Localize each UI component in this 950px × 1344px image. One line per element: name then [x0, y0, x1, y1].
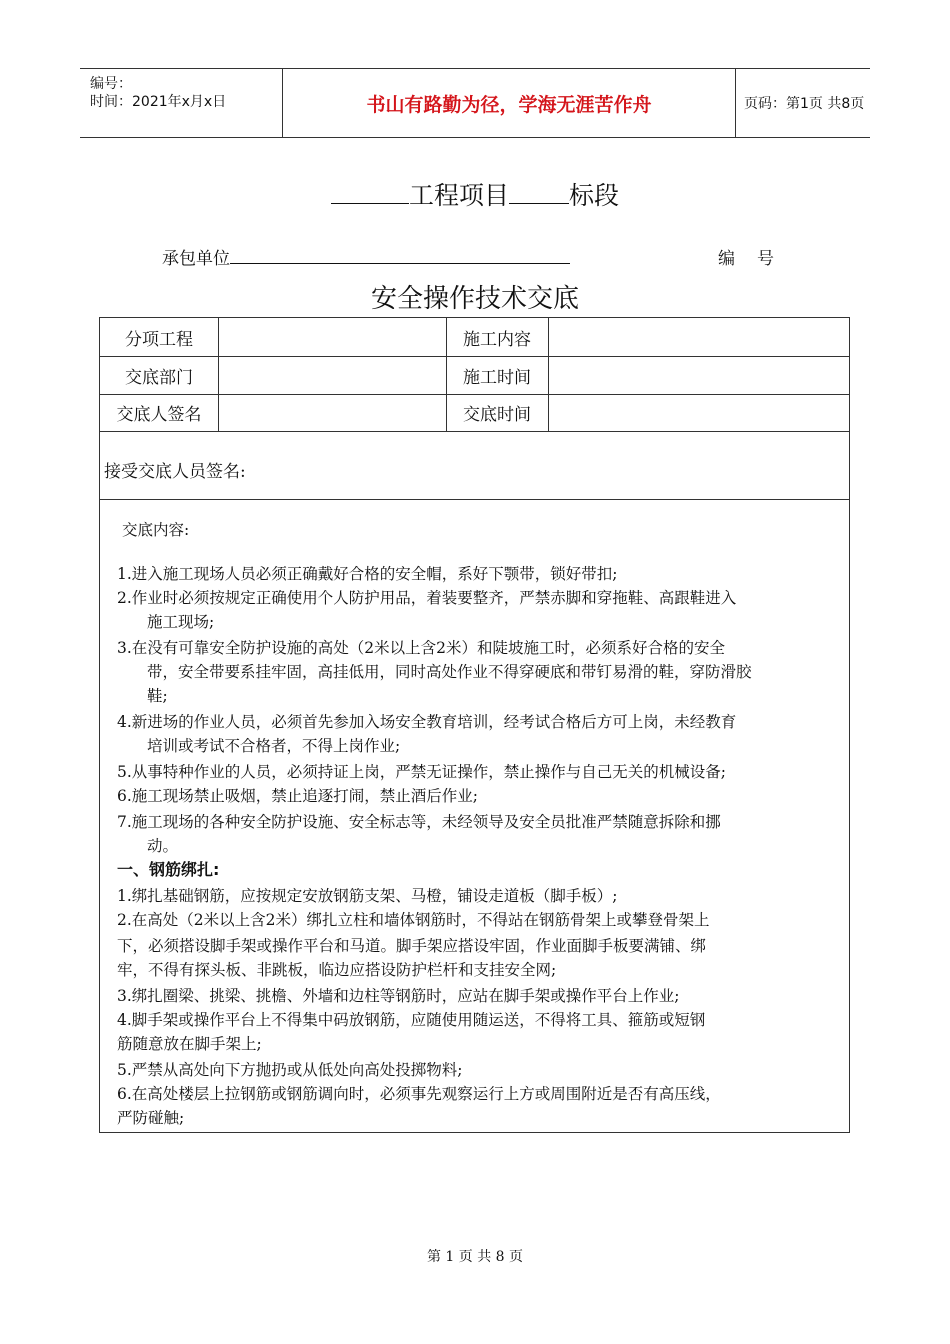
content-line: 4.新进场的作业人员，必须首先参加入场安全教育培训，经考试合格后方可上岗，未经教育: [117, 713, 737, 731]
content-line: 施工现场;: [147, 613, 215, 631]
section-heading: 一、钢筋绑扎:: [117, 860, 220, 879]
receivers-row: [100, 431, 849, 500]
rebar-line: 下，必须搭设脚手架或操作平台和马道。脚手架应搭设牢固，作业面脚手板要满铺、绑: [117, 937, 707, 955]
dept-value: [218, 356, 447, 394]
signer-value: [218, 394, 447, 431]
content-line: 动。: [147, 837, 179, 855]
contractor-label: 承包单位: [162, 249, 230, 269]
dept-label: 交底部门: [100, 356, 219, 394]
content-line: 鞋;: [147, 687, 168, 705]
project-title: [0, 176, 950, 212]
rebar-line: 严防碰触;: [117, 1109, 185, 1127]
motto: 书山有路勤为径，学海无涯苦作舟: [282, 69, 736, 137]
rebar-line: 4.脚手架或操作平台上不得集中码放钢筋，应随使用随运送，不得将工具、箍筋或短钢: [117, 1011, 706, 1029]
rebar-line: 牢，不得有探头板、非跳板，临边应搭设防护栏杆和支挂安全网;: [117, 961, 557, 979]
rebar-line: 筋随意放在脚手架上;: [117, 1035, 262, 1053]
rebar-line: 5.严禁从高处向下方抛扔或从低处向高处投掷物料;: [117, 1061, 463, 1079]
page-footer: 第 1 页 共 8 页: [426, 1249, 524, 1265]
sub-project-label: 分项工程: [100, 318, 219, 356]
signer-label: 交底人签名: [100, 394, 219, 431]
content-line: 带，安全带要系挂牢固，高挂低用，同时高处作业不得穿硬底和带钉易滑的鞋，穿防滑胶: [147, 663, 752, 681]
project-name-blank: [331, 201, 409, 204]
contractor-blank: [230, 249, 570, 264]
project-label: 工程项目: [408, 181, 509, 210]
table-row: [100, 318, 849, 357]
rebar-line: 1.绑扎基础钢筋，应按规定安放钢筋支架、马橙，铺设走道板（脚手板）;: [117, 887, 618, 905]
briefing-table: [99, 317, 850, 1133]
header-meta: [80, 69, 282, 137]
section-label: 标段: [569, 181, 620, 210]
contractor-row: [162, 244, 570, 269]
rebar-line: 2.在高处（2米以上含2米）绑扎立柱和墙体钢筋时，不得站在钢筋骨架上或攀登骨架上: [117, 911, 710, 929]
section-blank: [509, 201, 569, 204]
content-line: 培训或考试不合格者，不得上岗作业;: [147, 737, 401, 755]
rebar-line: 3.绑扎圈梁、挑梁、挑檐、外墙和边柱等钢筋时，应站在脚手架或操作平台上作业;: [117, 987, 680, 1005]
doc-number-label: 编号: [718, 249, 796, 269]
receivers-label: 接受交底人员签名:: [104, 462, 246, 482]
rebar-line: 6.在高处楼层上拉钢筋或钢筋调向时，必须事先观察运行上方或周围附近是否有高压线，: [117, 1085, 721, 1103]
table-row: [100, 356, 849, 395]
content-line: 3.在没有可靠安全防护设施的高处（2米以上含2米）和陡坡施工时，必须系好合格的安全: [117, 639, 726, 657]
content-line: 1.进入施工现场人员必须正确戴好合格的安全帽，系好下颚带，锁好带扣;: [117, 565, 618, 583]
document-title: 安全操作技术交底: [370, 284, 579, 314]
brief-time-label: 交底时间: [446, 394, 549, 431]
number-label: 编号：: [90, 76, 132, 92]
content-line: 5.从事特种作业的人员，必须持证上岗，严禁无证操作，禁止操作与自己无关的机械设备;: [117, 763, 727, 781]
work-content-label: 施工内容: [446, 318, 549, 356]
time-label: 时间：2021年x月x日: [90, 94, 227, 110]
content-line: 6.施工现场禁止吸烟，禁止追逐打闹，禁止酒后作业;: [117, 787, 479, 805]
content-line: 7.施工现场的各种安全防护设施、安全标志等，未经领导及安全员批准严禁随意拆除和挪: [117, 813, 721, 831]
page-info: 页码：第1页 共8页: [744, 96, 865, 112]
sub-project-value: [218, 318, 447, 356]
work-time-label: 施工时间: [446, 356, 549, 394]
content-label: 交底内容:: [122, 521, 190, 539]
content-line: 2.作业时必须按规定正确使用个人防护用品，着装要整齐，严禁赤脚和穿拖鞋、高跟鞋进入: [117, 589, 737, 607]
header-band: [80, 68, 870, 138]
table-row: [100, 394, 849, 432]
